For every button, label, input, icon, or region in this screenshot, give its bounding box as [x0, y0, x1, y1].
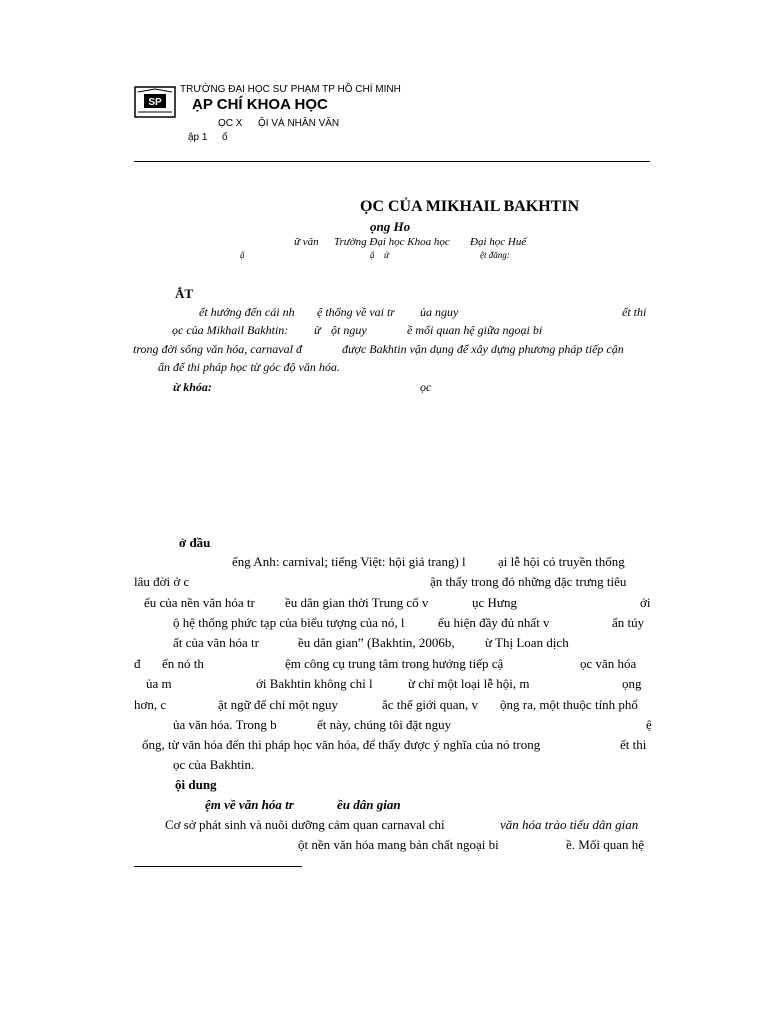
abstract-line2a: ọc của Mikhail Bakhtin: — [172, 323, 289, 337]
dates-c: ử — [384, 250, 389, 260]
footnote-rule — [134, 866, 302, 867]
article-title: ỌC CỦA MIKHAIL BAKHTIN — [360, 198, 580, 215]
body-line10a: ống, từ văn hóa đến thi pháp học văn hóa, để thấy được ý nghĩa của nó trong — [142, 737, 541, 752]
body-line6c: ệm công cụ trung tâm trong hướng tiếp cậ — [285, 656, 504, 671]
body-line6a: đ — [134, 656, 141, 671]
body-line7a: ủa m — [146, 676, 172, 691]
author-name: ọng Ho — [370, 219, 411, 234]
body-line2b: ận thấy trong đó những đặc trưng tiêu — [430, 574, 627, 589]
body-line10b: ết thi — [620, 737, 647, 752]
abstract-line3: trong đời sống văn hóa, carnaval đ — [133, 342, 302, 356]
intro-heading: ở đầu — [179, 535, 211, 550]
dates-d: ệt đăng: — [480, 250, 510, 260]
body-line7c: ừ chỉ một loại lễ hội, m — [408, 676, 530, 691]
body-line8a: hơn, c — [134, 697, 167, 712]
abstract-line1b: ệ thống về vai tr — [317, 305, 395, 319]
body-line9b: ết này, chúng tôi đặt nguy — [317, 717, 452, 732]
subheading-b: ều dân gian — [337, 797, 401, 812]
body-line5c: ừ Thị Loan dịch — [485, 635, 569, 650]
dates-b: ậ — [370, 250, 375, 260]
body-line1a: ếng Anh: carnival; tiếng Việt: hội giả trang) l — [232, 554, 466, 569]
para2-line2a: ột nền văn hóa mang bản chất ngoại bi — [298, 837, 499, 852]
abstract-line2b: ừ — [314, 323, 321, 337]
body-line9c: ệ — [646, 717, 652, 732]
abstract-line2d: ề mối quan hệ giữa ngoại bi — [407, 323, 543, 337]
body-line5b: ều dân gian” (Bakhtin, 2006b, — [298, 635, 455, 650]
journal-volume-a: ập 1 — [188, 132, 208, 143]
body-line3c: ục Hưng — [472, 595, 517, 610]
abstract-line1c: ủa nguy — [420, 305, 459, 319]
body-line1b: ại lễ hội có truyền thống — [498, 554, 625, 569]
body-line4c: ẩn túy — [612, 615, 645, 630]
abstract-line3b: được Bakhtin vận dụng để xây dựng phương pháp tiếp cận — [342, 342, 624, 356]
body-line2a: lâu đời ở c — [134, 574, 190, 589]
journal-section-b: ỘI VÀ NHÂN VĂN — [258, 118, 340, 129]
para2-line1a: Cơ sở phát sinh và nuôi dưỡng cảm quan carnaval chí — [165, 817, 445, 832]
affiliation-c: Đại học Huế — [470, 236, 527, 248]
affiliation-b: Trường Đại học Khoa học — [334, 236, 450, 248]
body-line3b: ều dân gian thời Trung cổ v — [285, 595, 429, 610]
abstract-line2c: ột nguy — [331, 323, 367, 337]
body-line8c: ắc thế giới quan, v — [382, 697, 479, 712]
body-line6d: ọc văn hóa — [580, 656, 637, 671]
subheading-a: ệm về văn hóa tr — [205, 797, 294, 812]
university-name: TRƯỜNG ĐẠI HỌC SƯ PHẠM TP HỒ CHÍ MINH — [180, 84, 401, 95]
journal-volume-b: ố — [222, 132, 228, 143]
body-line11: ọc của Bakhtin. — [173, 757, 255, 772]
body-line5a: ất của văn hóa tr — [173, 635, 259, 650]
keywords-label: ừ khóa: — [173, 380, 212, 394]
university-logo — [134, 86, 176, 118]
journal-section-a: ỌC X — [218, 118, 243, 129]
content-heading: ội dung — [175, 777, 217, 792]
para2-line1b: văn hóa trào tiếu dân gian — [500, 817, 639, 832]
body-line6b: ến nó th — [162, 656, 204, 671]
body-line8d: ộng ra, một thuộc tính phổ — [500, 697, 638, 712]
body-line9a: ủa văn hóa. Trong b — [173, 717, 277, 732]
body-line3a: ểu của nền văn hóa tr — [144, 595, 255, 610]
body-line7b: ới Bakhtin không chỉ l — [256, 676, 373, 691]
body-line4b: ểu hiện đầy đủ nhất v — [438, 615, 550, 630]
body-line4a: ộ hệ thống phức tạp của biểu tượng của nó, l — [173, 615, 405, 630]
body-line8b: ật ngữ để chỉ một nguy — [218, 697, 339, 712]
keywords-value: ọc — [420, 380, 432, 394]
abstract-line1a: ết hướng đến cái nh — [199, 305, 295, 319]
journal-title: ẠP CHÍ KHOA HỌC — [192, 96, 328, 113]
logo-text: SP — [148, 97, 162, 108]
abstract-heading: ẮT — [175, 286, 194, 301]
body-line7d: ọng — [622, 676, 642, 691]
abstract-line1d: ết thi — [622, 305, 647, 319]
body-line3d: ới — [640, 595, 651, 610]
header-rule — [134, 161, 650, 162]
para2-line2b: ề. Mối quan hệ — [566, 837, 644, 852]
dates-a: ậ — [240, 250, 245, 260]
affiliation-a: ữ văn — [294, 236, 319, 248]
abstract-line4: ẩn để thi pháp học từ góc độ văn hóa. — [158, 360, 340, 374]
